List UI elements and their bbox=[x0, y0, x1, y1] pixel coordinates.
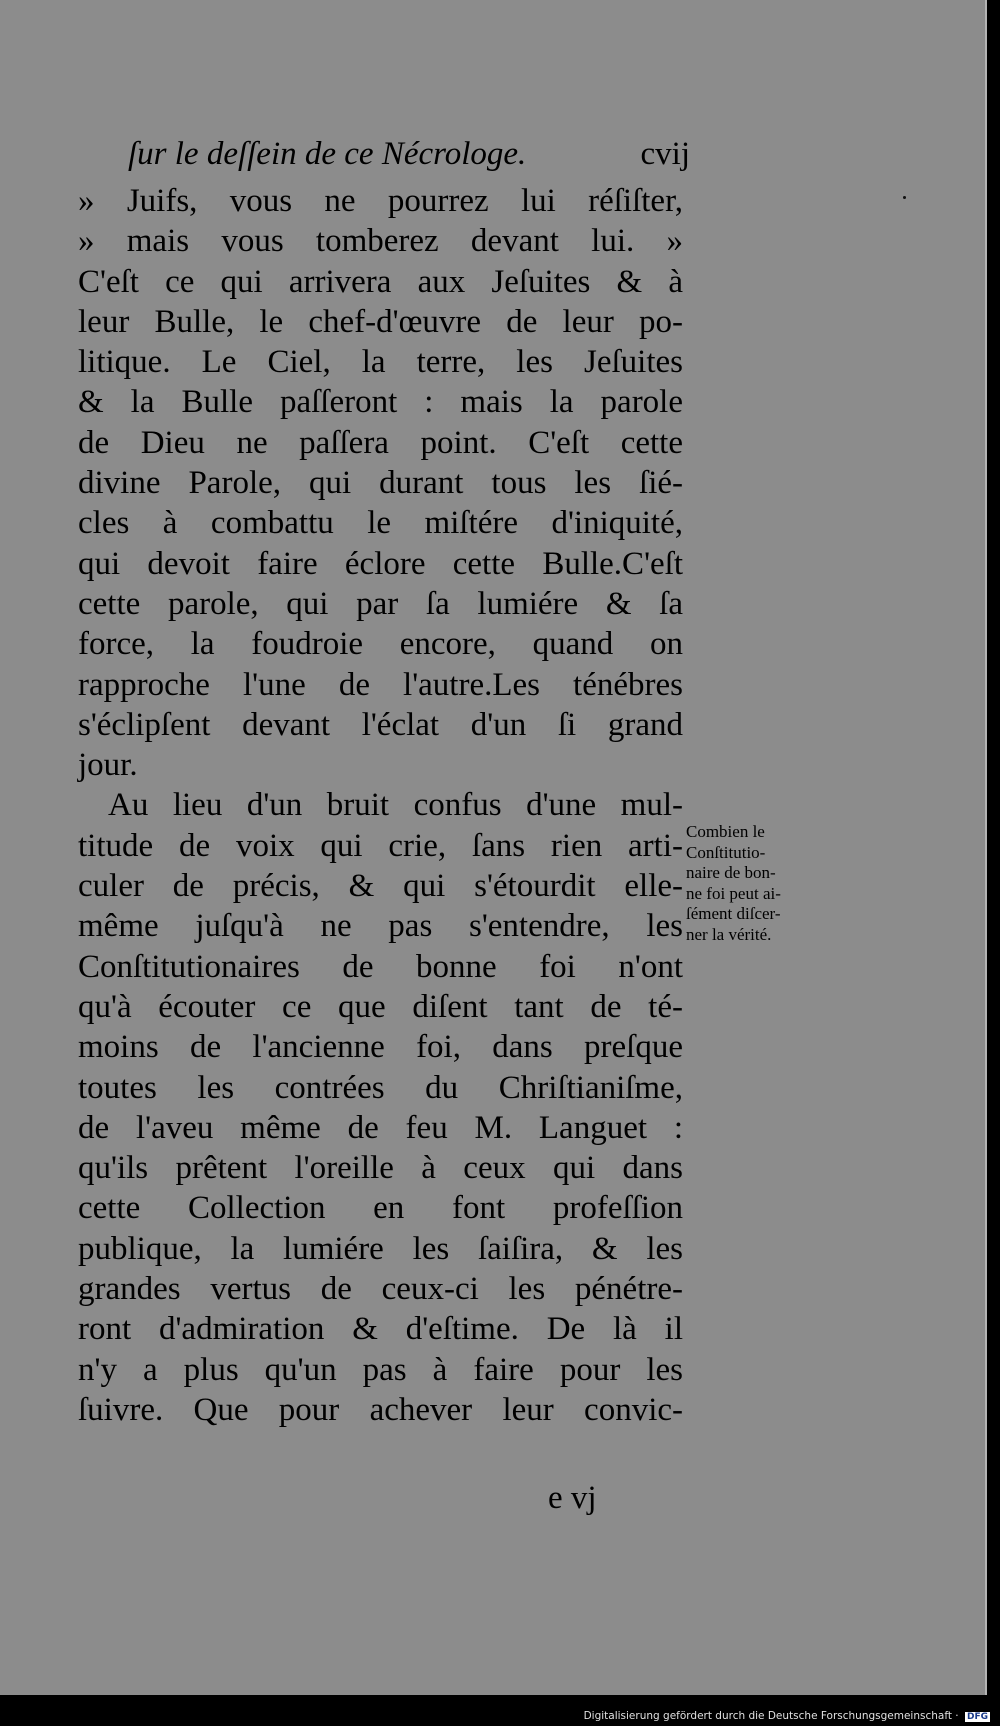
margin-note-line: naire de bon- bbox=[686, 863, 776, 882]
text-line: de l'aveu même de feu M. Languet : bbox=[78, 1109, 683, 1146]
text-line: ront d'admiration & d'eſtime. De là il bbox=[78, 1311, 683, 1348]
footer-text: Digitalisierung gefördert durch die Deutsche Forschungsgemeinschaft · bbox=[583, 1710, 959, 1722]
text-line: ſuivre. Que pour achever leur convic- bbox=[78, 1391, 683, 1428]
text-line: publique, la lumiére les ſaiſira, & les bbox=[78, 1230, 683, 1267]
ink-speck bbox=[903, 196, 906, 199]
margin-note-line: ſément diſcer- bbox=[686, 904, 781, 923]
page-header bbox=[70, 136, 690, 186]
text-line: moins de l'ancienne foi, dans preſque bbox=[78, 1029, 683, 1066]
text-line: toutes les contrées du Chriſtianiſme, bbox=[78, 1069, 683, 1106]
text-line: force, la foudroie encore, quand on bbox=[78, 626, 683, 663]
text-line: n'y a plus qu'un pas à faire pour les bbox=[78, 1351, 683, 1388]
text-line: qu'à écouter ce que diſent tant de té- bbox=[78, 988, 683, 1025]
text-line: culer de précis, & qui s'étourdit elle- bbox=[78, 868, 683, 905]
text-line: qu'ils prêtent l'oreille à ceux qui dans bbox=[78, 1150, 683, 1187]
margin-note-line: ne foi peut ai- bbox=[686, 883, 781, 903]
running-title: ſur le deſſein de ce Nécrologe. bbox=[128, 136, 527, 172]
text-line: cette Collection en font profeſſion bbox=[78, 1190, 683, 1227]
text-line: » mais vous tomberez devant lui. » bbox=[78, 223, 683, 260]
text-line: titude de voix qui crie, ſans rien arti- bbox=[78, 827, 683, 864]
text-line: rapproche l'une de l'autre.Les ténébres bbox=[78, 666, 683, 703]
text-line: leur Bulle, le chef-d'œuvre de leur po- bbox=[78, 303, 683, 340]
text-line: litique. Le Ciel, la terre, les Jeſuites bbox=[78, 344, 683, 381]
margin-note-line: ner la vérité. bbox=[686, 924, 772, 944]
body-text bbox=[78, 181, 683, 1430]
margin-note-line: Combien le bbox=[686, 822, 765, 841]
text-line: cles à combattu le miſtére d'iniquité, bbox=[78, 505, 683, 542]
text-line: C'eſt ce qui arrivera aux Jeſuites & à bbox=[78, 263, 683, 300]
text-line: & la Bulle paſſeront : mais la parole bbox=[78, 384, 683, 421]
text-line: jour. bbox=[78, 747, 138, 784]
text-line: grandes vertus de ceux-ci les pénétre- bbox=[78, 1271, 683, 1308]
margin-note bbox=[686, 822, 836, 945]
page-number: cvij bbox=[640, 136, 690, 172]
text-line: qui devoit faire éclore cette Bulle.C'eſt bbox=[78, 545, 683, 582]
text-line: même juſqu'à ne pas s'entendre, les bbox=[78, 908, 683, 945]
digitization-footer bbox=[584, 1710, 990, 1722]
text-line: Au lieu d'un bruit confus d'une mul- bbox=[108, 787, 683, 824]
dfg-logo: DFG bbox=[966, 1712, 988, 1722]
signature-mark: e vj bbox=[548, 1480, 597, 1516]
text-line: divine Parole, qui durant tous les ſié- bbox=[78, 465, 683, 502]
text-line: s'éclipſent devant l'éclat d'un ſi grand bbox=[78, 706, 683, 743]
text-line: Conſtitutionaires de bonne foi n'ont bbox=[78, 948, 683, 985]
margin-note-line: Conſtitutio- bbox=[686, 842, 766, 862]
text-line: cette parole, qui par ſa lumiére & ſa bbox=[78, 585, 683, 622]
text-line: » Juifs, vous ne pourrez lui réſiſter, bbox=[78, 183, 683, 219]
text-line: de Dieu ne paſſera point. C'eſt cette bbox=[78, 424, 683, 461]
